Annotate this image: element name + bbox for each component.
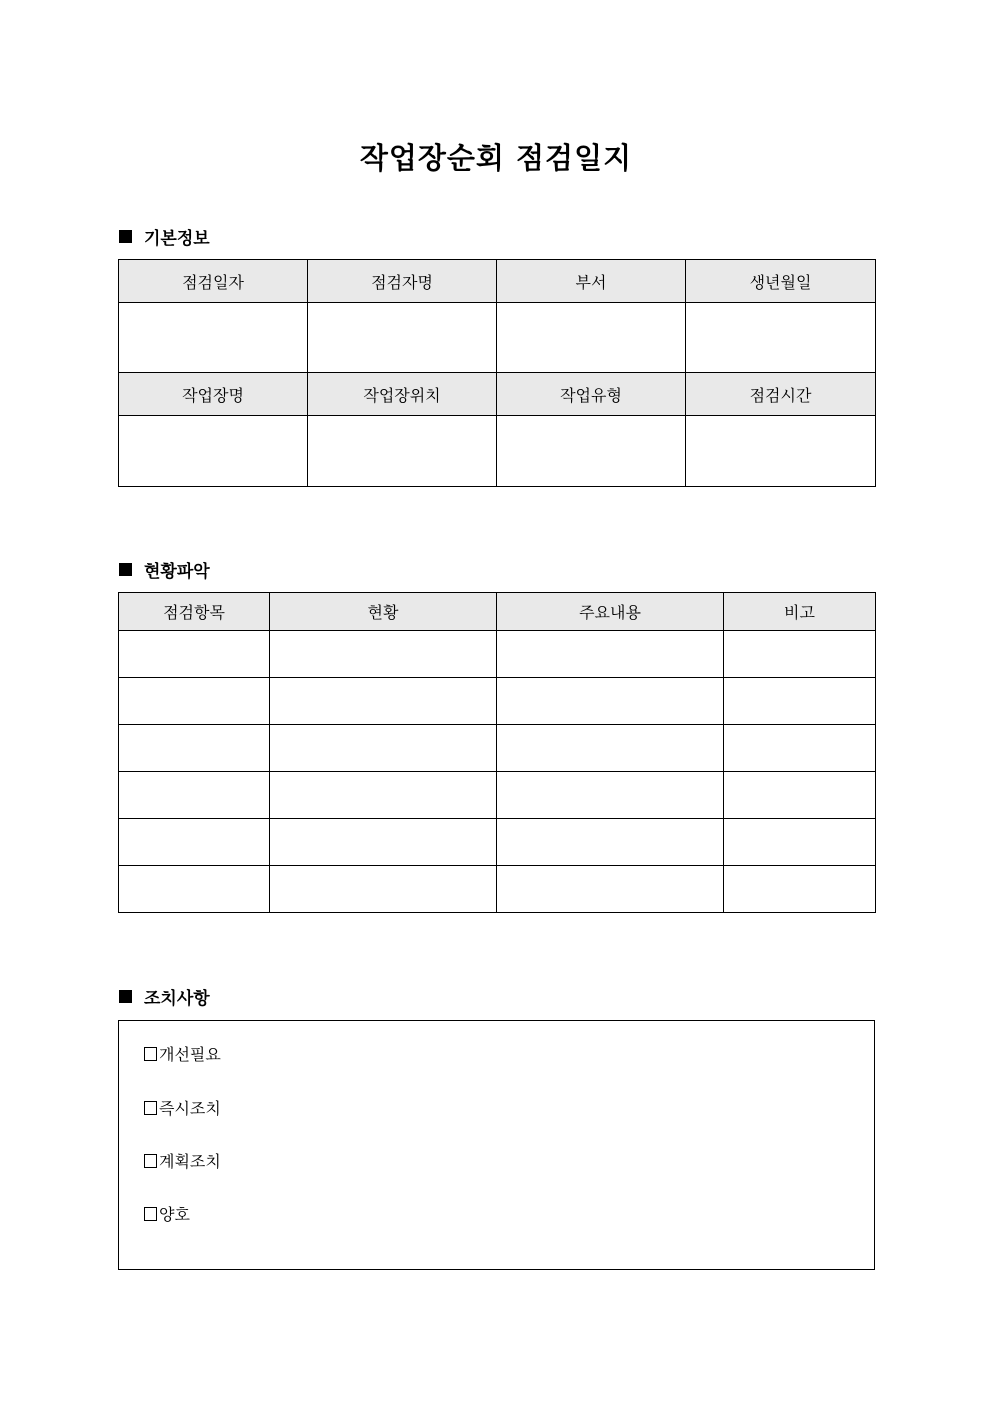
page-title: 작업장순회 점검일지 (359, 141, 633, 175)
header-cell-main-content: 주요내용 (497, 593, 724, 631)
basic-input-row-1 (119, 303, 876, 373)
square-bullet-icon (119, 990, 132, 1003)
input-cell-birthdate[interactable] (686, 303, 876, 373)
table-cell[interactable] (270, 678, 497, 725)
checkbox-icon[interactable] (144, 1207, 157, 1221)
table-row (119, 819, 876, 866)
section-heading-basic-label: 기본정보 (144, 229, 210, 249)
input-cell-workplace-location[interactable] (308, 416, 497, 487)
status-table (118, 592, 876, 913)
option-label: 즉시조치 (159, 1099, 221, 1118)
option-immediate-action[interactable] (144, 1096, 221, 1119)
square-bullet-icon (119, 230, 132, 243)
input-cell-department[interactable] (497, 303, 686, 373)
option-good[interactable] (144, 1202, 190, 1225)
table-cell[interactable] (270, 819, 497, 866)
option-planned-action[interactable] (144, 1149, 221, 1172)
table-cell[interactable] (270, 631, 497, 678)
table-cell[interactable] (119, 772, 270, 819)
status-header-row (119, 593, 876, 631)
table-cell[interactable] (270, 772, 497, 819)
header-cell-status: 현황 (270, 593, 497, 631)
section-heading-status-label: 현황파악 (144, 562, 210, 582)
input-cell-workplace-name[interactable] (119, 416, 308, 487)
header-cell-workplace-location: 작업장위치 (308, 373, 497, 416)
header-cell-workplace-name: 작업장명 (119, 373, 308, 416)
header-cell-department: 부서 (497, 260, 686, 303)
header-cell-work-type: 작업유형 (497, 373, 686, 416)
table-cell[interactable] (270, 866, 497, 913)
header-cell-birthdate: 생년월일 (686, 260, 876, 303)
table-cell[interactable] (497, 866, 724, 913)
section-heading-action (119, 984, 210, 1009)
table-cell[interactable] (724, 819, 876, 866)
table-cell[interactable] (497, 678, 724, 725)
option-label: 계획조치 (159, 1152, 221, 1171)
table-cell[interactable] (724, 772, 876, 819)
checkbox-icon[interactable] (144, 1047, 157, 1061)
table-row (119, 866, 876, 913)
basic-header-row-1 (119, 260, 876, 303)
table-row (119, 678, 876, 725)
basic-header-row-2 (119, 373, 876, 416)
header-cell-inspection-date: 점검일자 (119, 260, 308, 303)
option-label: 개선필요 (159, 1045, 221, 1064)
table-cell[interactable] (119, 678, 270, 725)
table-cell[interactable] (119, 725, 270, 772)
table-cell[interactable] (270, 725, 497, 772)
table-cell[interactable] (724, 866, 876, 913)
input-cell-inspection-date[interactable] (119, 303, 308, 373)
table-cell[interactable] (497, 772, 724, 819)
section-heading-basic (119, 224, 210, 249)
table-cell[interactable] (724, 678, 876, 725)
input-cell-inspection-time[interactable] (686, 416, 876, 487)
header-cell-inspection-time: 점검시간 (686, 373, 876, 416)
checkbox-icon[interactable] (144, 1154, 157, 1168)
table-cell[interactable] (119, 631, 270, 678)
table-cell[interactable] (724, 631, 876, 678)
input-cell-work-type[interactable] (497, 416, 686, 487)
table-row (119, 631, 876, 678)
option-label: 양호 (159, 1205, 190, 1224)
section-heading-action-label: 조치사항 (144, 989, 210, 1009)
table-cell[interactable] (724, 725, 876, 772)
header-cell-remarks: 비고 (724, 593, 876, 631)
square-bullet-icon (119, 563, 132, 576)
basic-input-row-2 (119, 416, 876, 487)
table-row (119, 725, 876, 772)
table-row (119, 772, 876, 819)
table-cell[interactable] (119, 866, 270, 913)
table-cell[interactable] (497, 725, 724, 772)
basic-info-table (118, 259, 876, 487)
header-cell-inspection-item: 점검항목 (119, 593, 270, 631)
header-cell-inspector-name: 점검자명 (308, 260, 497, 303)
option-improvement-needed[interactable] (144, 1042, 221, 1065)
input-cell-inspector-name[interactable] (308, 303, 497, 373)
table-cell[interactable] (497, 819, 724, 866)
checkbox-icon[interactable] (144, 1101, 157, 1115)
table-cell[interactable] (119, 819, 270, 866)
section-heading-status (119, 557, 210, 582)
table-cell[interactable] (497, 631, 724, 678)
action-box (118, 1020, 875, 1270)
